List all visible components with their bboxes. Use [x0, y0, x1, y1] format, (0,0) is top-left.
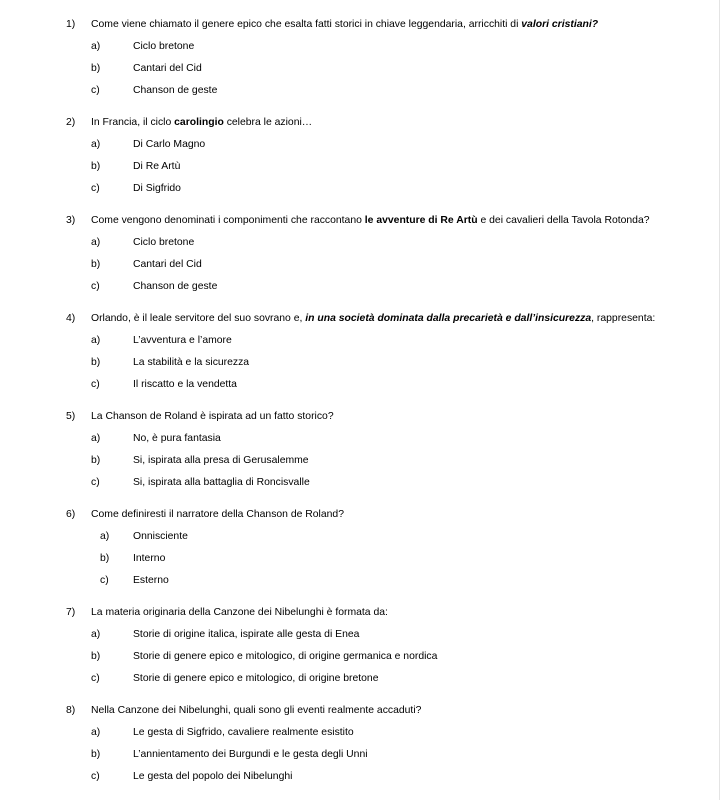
- option-text: Storie di genere epico e mitologico, di origine germanica e nordica: [133, 651, 438, 662]
- option-letter: b): [91, 161, 101, 172]
- option-c: [0, 378, 720, 392]
- option-a: [0, 138, 720, 152]
- question-number: 7): [66, 607, 76, 618]
- option-letter: a): [91, 335, 101, 346]
- question-text-part: Orlando, è il leale servitore del suo sovrano e,: [91, 313, 306, 324]
- question-text: [91, 116, 312, 130]
- option-text: Le gesta del popolo dei Nibelunghi: [133, 771, 293, 782]
- option-b: [0, 258, 720, 272]
- question-text-emphasis: in una società dominata dalla precarietà e dall’insicurezza: [305, 313, 592, 324]
- option-c: [0, 280, 720, 294]
- question-text-part: Nella Canzone dei Nibelunghi, quali sono gli eventi realmente accaduti?: [91, 705, 422, 716]
- option-letter: a): [91, 139, 101, 150]
- question-text-part: In Francia, il ciclo: [91, 117, 175, 128]
- option-a: [0, 628, 720, 642]
- option-text: Storie di genere epico e mitologico, di origine bretone: [133, 673, 379, 684]
- option-text: Chanson de geste: [133, 85, 218, 96]
- question-number: 1): [66, 19, 76, 30]
- question-number: 8): [66, 705, 76, 716]
- question-text: [91, 312, 655, 326]
- option-letter: c): [91, 85, 100, 96]
- option-c: [0, 182, 720, 196]
- option-a: [0, 726, 720, 740]
- option-text: Le gesta di Sigfrido, cavaliere realmente esistito: [133, 727, 354, 738]
- option-text: Chanson de geste: [133, 281, 218, 292]
- question-number: 5): [66, 411, 76, 422]
- question-line: [0, 508, 720, 522]
- option-text: Interno: [133, 553, 166, 564]
- question-text: [91, 214, 650, 228]
- option-c: [0, 476, 720, 490]
- option-c: [0, 84, 720, 98]
- question-text: [91, 18, 598, 32]
- question-text-part: La materia originaria della Canzone dei Nibelunghi è formata da:: [91, 607, 388, 618]
- question-number: 3): [66, 215, 76, 226]
- option-b: [0, 62, 720, 76]
- question-text-part: La Chanson de Roland è ispirata ad un fatto storico?: [91, 411, 334, 422]
- question-text-emphasis: valori cristiani?: [521, 19, 599, 30]
- option-text: Si, ispirata alla presa di Gerusalemme: [133, 455, 309, 466]
- option-b: [0, 748, 720, 762]
- question-text: [91, 704, 421, 718]
- question-text: [91, 410, 334, 424]
- option-c: [0, 770, 720, 784]
- option-b: [0, 650, 720, 664]
- option-a: [0, 334, 720, 348]
- option-b: [0, 356, 720, 370]
- question-number: 6): [66, 509, 76, 520]
- question-text: [91, 508, 344, 522]
- option-text: Cantari del Cid: [133, 259, 202, 270]
- option-letter: c): [100, 575, 109, 586]
- option-letter: b): [91, 357, 101, 368]
- question-line: [0, 116, 720, 130]
- question-text-part: Come viene chiamato il genere epico che esalta fatti storici in chiave leggendaria, arricchiti di: [91, 19, 522, 30]
- option-letter: a): [91, 41, 101, 52]
- option-letter: b): [91, 749, 101, 760]
- option-letter: c): [91, 379, 100, 390]
- option-text: No, è pura fantasia: [133, 433, 221, 444]
- question-text-part: Come definiresti il narratore della Chanson de Roland?: [91, 509, 344, 520]
- option-c: [0, 574, 720, 588]
- question-line: [0, 606, 720, 620]
- option-text: Ciclo bretone: [133, 41, 195, 52]
- option-letter: a): [100, 531, 110, 542]
- option-a: [0, 432, 720, 446]
- question-text-part: Come vengono denominati i componimenti che raccontano: [91, 215, 365, 226]
- option-letter: c): [91, 477, 100, 488]
- question-number: 2): [66, 117, 76, 128]
- option-b: [0, 552, 720, 566]
- option-letter: a): [91, 237, 101, 248]
- question-text-emphasis: le avventure di Re Artù: [364, 215, 478, 226]
- option-letter: b): [91, 259, 101, 270]
- question-text: [91, 606, 388, 620]
- option-text: La stabilità e la sicurezza: [133, 357, 250, 368]
- question-line: [0, 410, 720, 424]
- option-text: Il riscatto e la vendetta: [133, 379, 237, 390]
- option-letter: a): [91, 727, 101, 738]
- question-line: [0, 18, 720, 32]
- question-number: 4): [66, 313, 76, 324]
- option-text: Storie di origine italica, ispirate alle gesta di Enea: [133, 629, 360, 640]
- option-c: [0, 672, 720, 686]
- option-text: L’avventura e l’amore: [133, 335, 232, 346]
- option-letter: b): [100, 553, 110, 564]
- option-letter: a): [91, 433, 101, 444]
- option-a: [0, 40, 720, 54]
- question-line: [0, 704, 720, 718]
- option-letter: c): [91, 673, 100, 684]
- option-a: [0, 530, 720, 544]
- option-a: [0, 236, 720, 250]
- option-letter: b): [91, 455, 101, 466]
- option-text: Si, ispirata alla battaglia di Roncisvalle: [133, 477, 310, 488]
- option-b: [0, 454, 720, 468]
- question-line: [0, 214, 720, 228]
- option-text: Ciclo bretone: [133, 237, 195, 248]
- option-text: L’annientamento dei Burgundi e le gesta degli Unni: [133, 749, 368, 760]
- option-letter: c): [91, 183, 100, 194]
- option-letter: b): [91, 63, 101, 74]
- option-letter: a): [91, 629, 101, 640]
- question-line: [0, 312, 720, 326]
- option-text: Onnisciente: [133, 531, 188, 542]
- option-letter: b): [91, 651, 101, 662]
- question-text-emphasis: carolingio: [174, 117, 224, 128]
- option-text: Di Carlo Magno: [133, 139, 206, 150]
- option-text: Di Re Artù: [133, 161, 181, 172]
- option-letter: c): [91, 771, 100, 782]
- option-b: [0, 160, 720, 174]
- question-text-part: e dei cavalieri della Tavola Rotonda?: [477, 215, 650, 226]
- question-text-part: celebra le azioni…: [223, 117, 313, 128]
- option-text: Cantari del Cid: [133, 63, 202, 74]
- question-text-part: , rappresenta:: [591, 313, 656, 324]
- option-text: Di Sigfrido: [133, 183, 181, 194]
- option-text: Esterno: [133, 575, 169, 586]
- option-letter: c): [91, 281, 100, 292]
